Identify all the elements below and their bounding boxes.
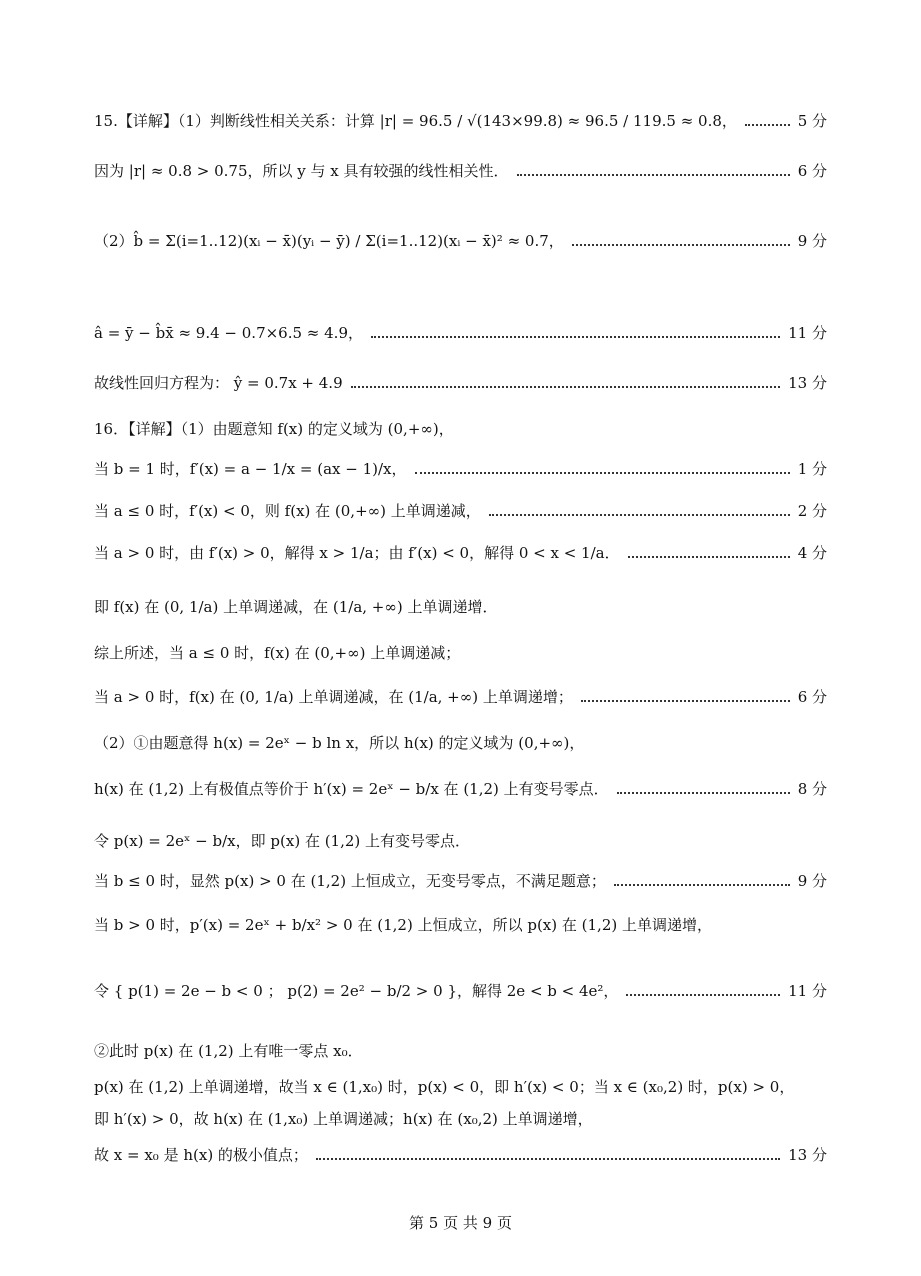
solution-line: [94, 500, 827, 521]
solution-line: [94, 322, 827, 343]
solution-line: [94, 1040, 827, 1061]
score-label: 11 分: [788, 324, 827, 342]
solution-line: [94, 372, 827, 393]
line-text: 当 b = 1 时，f′(x) = a − 1/x = (ax − 1)/x，: [94, 460, 407, 478]
line-text: （2）b̂ = Σ(i=1..12)(xᵢ − x̄)(yᵢ − ȳ) / Σ(i=1..12)(xᵢ − x̄)² ≈ 0.7，: [94, 232, 564, 250]
solution-line: [94, 160, 827, 181]
solution-line: [94, 110, 827, 131]
solution-line: [94, 778, 827, 799]
line-text: 综上所述，当 a ≤ 0 时，f(x) 在 (0,+∞) 上单调递减；: [94, 644, 461, 662]
solution-line: [94, 596, 827, 617]
line-text: 16．【详解】（1）由题意知 f(x) 的定义域为 (0,+∞)，: [94, 420, 454, 438]
score-label: 9 分: [797, 872, 827, 890]
solution-line: [94, 686, 827, 707]
line-text: 令 { p(1) = 2e − b < 0 ； p(2) = 2e² − b/2 > 0 }，解得 2e < b < 4e²，: [94, 982, 619, 1000]
score-label: 5 分: [797, 112, 827, 130]
line-text: 当 a > 0 时，由 f′(x) > 0，解得 x > 1/a；由 f′(x) < 0，解得 0 < x < 1/a．: [94, 544, 620, 562]
score-label: 9 分: [797, 232, 827, 250]
line-text: 因为 |r| ≈ 0.8 > 0.75，所以 y 与 x 具有较强的线性相关性．: [94, 162, 509, 180]
solution-line: [94, 870, 827, 891]
line-text: h(x) 在 (1,2) 上有极值点等价于 h′(x) = 2eˣ − b/x 在 (1,2) 上有变号零点．: [94, 780, 609, 798]
leader-dots: [351, 386, 781, 388]
solution-line: [94, 1144, 827, 1165]
leader-dots: [489, 514, 790, 516]
leader-dots: [628, 556, 790, 558]
score-label: 1 分: [797, 460, 827, 478]
line-text: 15.【详解】（1）判断线性相关关系：计算 |r| = 96.5 / √(143×99.8) ≈ 96.5 / 119.5 ≈ 0.8，: [94, 112, 737, 130]
line-text: 当 a ≤ 0 时，f′(x) < 0，则 f(x) 在 (0,+∞) 上单调递减，: [94, 502, 481, 520]
line-text: â = ȳ − b̂x̄ ≈ 9.4 − 0.7×6.5 ≈ 4.9，: [94, 324, 363, 342]
solution-line: [94, 642, 827, 663]
score-label: 8 分: [797, 780, 827, 798]
solution-line: [94, 542, 827, 563]
leader-dots: [617, 792, 790, 794]
leader-dots: [581, 700, 790, 702]
line-text: 即 h′(x) > 0，故 h(x) 在 (1,x₀) 上单调递减；h(x) 在 (x₀,2) 上单调递增，: [94, 1110, 593, 1128]
solution-line: [94, 732, 827, 753]
line-text: 当 a > 0 时，f(x) 在 (0, 1/a) 上单调递减，在 (1/a, +∞) 上单调递增；: [94, 688, 573, 706]
solution-line: [94, 980, 827, 1001]
leader-dots: [517, 174, 790, 176]
score-label: 2 分: [797, 502, 827, 520]
leader-dots: [626, 994, 780, 996]
score-label: 11 分: [788, 982, 827, 1000]
score-label: 4 分: [797, 544, 827, 562]
line-text: ②此时 p(x) 在 (1,2) 上有唯一零点 x₀．: [94, 1042, 363, 1060]
solution-line: [94, 418, 827, 439]
line-text: 当 b > 0 时，p′(x) = 2eˣ + b/x² > 0 在 (1,2) 上恒成立，所以 p(x) 在 (1,2) 上单调递增，: [94, 916, 712, 934]
leader-dots: [371, 336, 780, 338]
page-footer: 第 5 页 共 9 页: [409, 1214, 512, 1232]
leader-dots: [745, 124, 790, 126]
score-label: 13 分: [788, 1146, 827, 1164]
line-text: 即 f(x) 在 (0, 1/a) 上单调递减，在 (1/a, +∞) 上单调递增．: [94, 598, 498, 616]
solution-line: [94, 1076, 827, 1097]
score-label: 6 分: [797, 688, 827, 706]
leader-dots: [614, 884, 790, 886]
solution-line: [94, 830, 827, 851]
line-text: 故线性回归方程为： ŷ = 0.7x + 4.9: [94, 374, 343, 392]
solution-line: [94, 230, 827, 251]
line-text: 故 x = x₀ 是 h(x) 的极小值点；: [94, 1146, 308, 1164]
leader-dots: [316, 1158, 780, 1160]
line-text: 当 b ≤ 0 时，显然 p(x) > 0 在 (1,2) 上恒成立，无变号零点，不满足题意；: [94, 872, 606, 890]
score-label: 13 分: [788, 374, 827, 392]
leader-dots: [572, 244, 790, 246]
solution-line: [94, 914, 827, 935]
leader-dots: [415, 472, 790, 474]
line-text: 令 p(x) = 2eˣ − b/x，即 p(x) 在 (1,2) 上有变号零点．: [94, 832, 471, 850]
line-text: （2）①由题意得 h(x) = 2eˣ − b ln x，所以 h(x) 的定义域为 (0,+∞)，: [94, 734, 585, 752]
score-label: 6 分: [797, 162, 827, 180]
solution-line: [94, 1108, 827, 1129]
line-text: p(x) 在 (1,2) 上单调递增，故当 x ∈ (1,x₀) 时，p(x) < 0，即 h′(x) < 0；当 x ∈ (x₀,2) 时，p(x) > 0，: [94, 1078, 795, 1096]
solution-line: [94, 458, 827, 479]
